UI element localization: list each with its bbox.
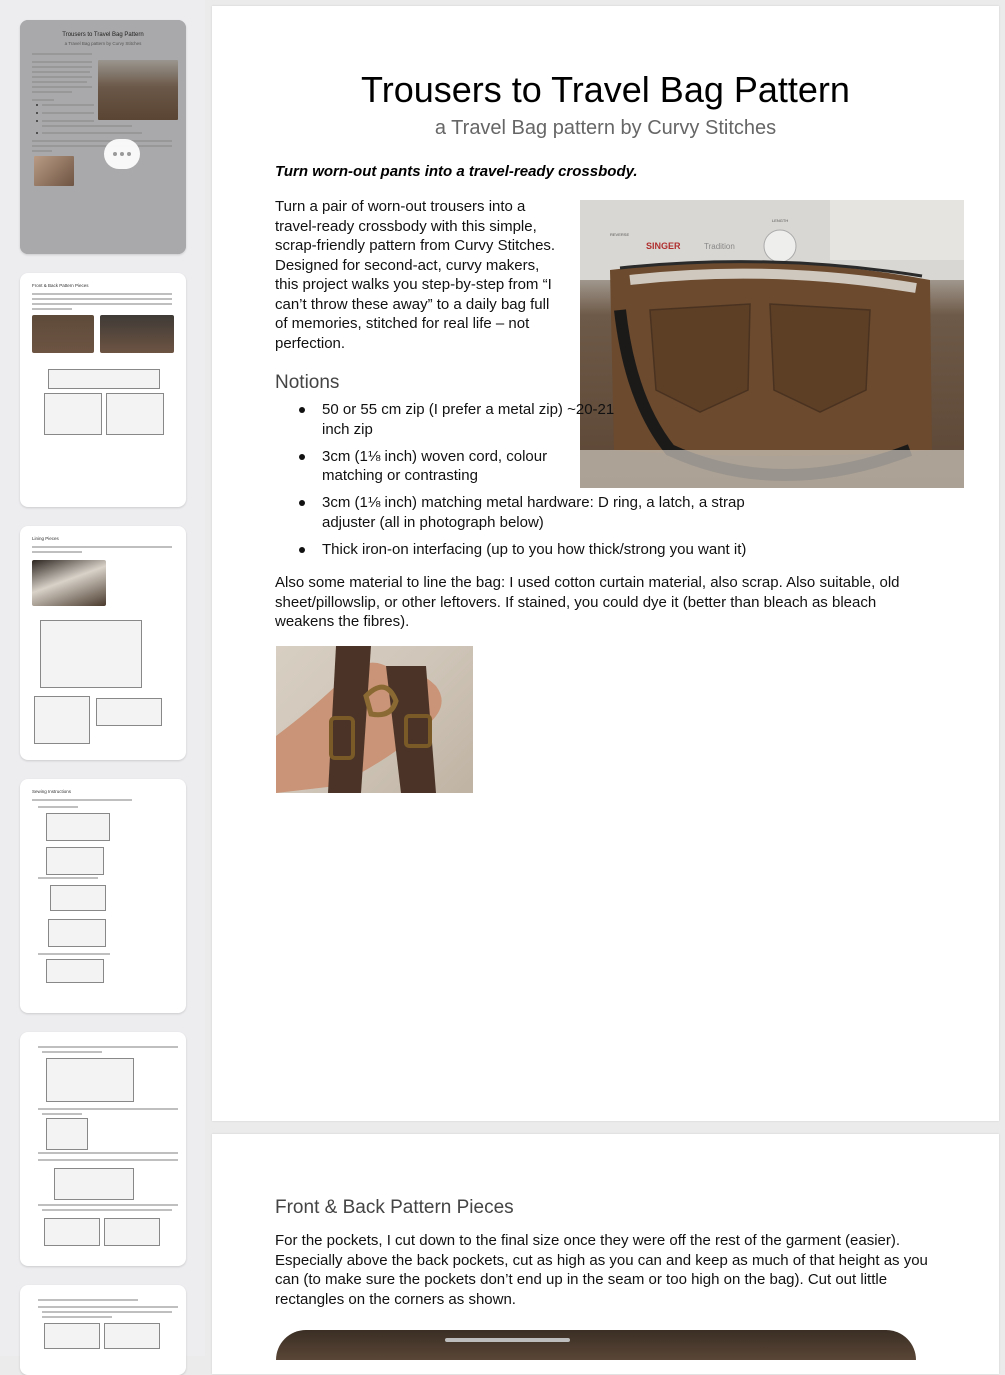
- thumbnail-preview: [20, 526, 186, 760]
- thumbnail-bag-photo: [98, 60, 178, 120]
- notions-list: [275, 400, 775, 567]
- list-item: [275, 400, 622, 439]
- section-heading: Front & Back Pattern Pieces: [275, 1197, 514, 1218]
- bullet-icon: [299, 547, 305, 553]
- page-thumbnail-2[interactable]: [20, 273, 186, 507]
- thumbnail-heading: Front & Back Pattern Pieces: [32, 283, 89, 288]
- lede-text: Turn worn-out pants into a travel-ready crossbody.: [275, 163, 638, 180]
- thumbnail-preview: [20, 1032, 186, 1266]
- list-item: [275, 493, 1002, 532]
- thumbnail-hardware-photo: [34, 156, 74, 186]
- page-thumbnail-6[interactable]: [20, 1285, 186, 1375]
- dot-icon: [113, 152, 117, 156]
- page-title: Trousers to Travel Bag Pattern: [361, 69, 850, 110]
- dot-icon: [127, 152, 131, 156]
- list-item: [275, 540, 1002, 560]
- dot-icon: [120, 152, 124, 156]
- singer-model-text: Tradition: [704, 242, 735, 251]
- thumbnail-preview: [20, 779, 186, 1013]
- page-thumbnail-4[interactable]: [20, 779, 186, 1013]
- lining-material-paragraph: Also some material to line the bag: I used cotton curtain material, also scrap. Also suitable, old sheet/pillowslip, or other leftovers. If stained, you could dye it (better than bleach as bleach weakens the fibres).: [275, 574, 900, 630]
- reverse-label: REVERSE: [610, 232, 630, 237]
- document-page-1: [212, 6, 999, 1121]
- page-subtitle: a Travel Bag pattern by Curvy Stitches: [434, 117, 777, 139]
- scroll-indicator[interactable]: [445, 1338, 570, 1342]
- thumbnail-heading: Lining Pieces: [32, 536, 59, 541]
- thumbnail-preview: [20, 20, 186, 254]
- singer-brand-text: SINGER: [646, 241, 681, 251]
- list-item: [275, 447, 592, 486]
- intro-paragraph: Turn a pair of worn-out trousers into a travel-ready crossbody with this simple, scrap-friendly pattern from Curvy Stitches. Designed for second-act, curvy makers, this project walks you step-by-step from “I can’t throw these away” to a daily bag full of memories, stitched for real life – not perfection.: [275, 198, 556, 352]
- thumbnail-preview: [20, 1285, 186, 1375]
- page-thumbnail-3[interactable]: [20, 526, 186, 760]
- bullet-icon: [299, 454, 305, 460]
- notion-text: Thick iron-on interfacing (up to you how thick/strong you want it): [322, 540, 747, 558]
- bullet-icon: [299, 500, 305, 506]
- notion-text: 50 or 55 cm zip (I prefer a metal zip) ~20-21 inch zip: [322, 401, 615, 438]
- length-label: LENGTH: [772, 218, 789, 223]
- document-page-2: [212, 1134, 999, 1374]
- notions-heading: Notions: [275, 372, 340, 393]
- hardware-photo: [276, 646, 473, 793]
- page-thumbnail-sidebar: [0, 0, 205, 1356]
- bullet-icon: [299, 407, 305, 413]
- section-paragraph: For the pockets, I cut down to the final size once they were off the rest of the garment (easier). Especially above the back pockets, cut as high as you can and keep as much of that height as you can (to make sure the pockets don’t end up in the seam or too high on the bag). Cut out little rectangles on the corners as shown.: [275, 1232, 928, 1308]
- notion-text: 3cm (1⅛ inch) woven cord, colour matching or contrasting: [322, 447, 548, 484]
- thumbnail-title: Trousers to Travel Bag Pattern: [62, 32, 144, 38]
- page-thumbnail-1[interactable]: [20, 20, 186, 254]
- page-thumbnail-5[interactable]: [20, 1032, 186, 1266]
- thumbnail-subtitle: a Travel Bag pattern by Curvy Stitches: [64, 41, 142, 46]
- more-options-button[interactable]: [104, 139, 140, 169]
- thumbnail-preview: [20, 273, 186, 507]
- notion-text: 3cm (1⅛ inch) matching metal hardware: D ring, a latch, a strap adjuster (all in photograph below): [322, 494, 745, 531]
- thumbnail-heading: Sewing Instructions: [32, 789, 72, 794]
